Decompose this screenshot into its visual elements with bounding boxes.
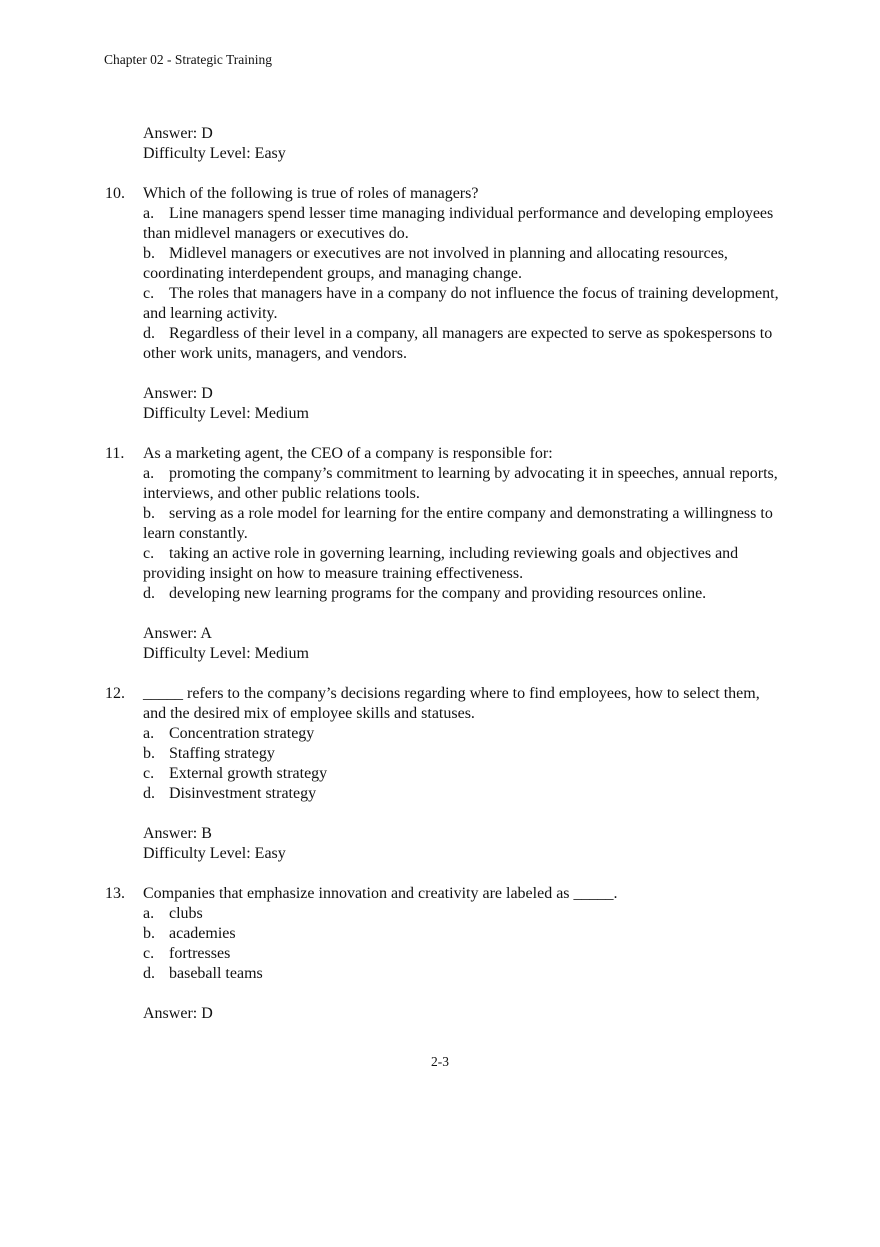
question-number: 10.	[105, 185, 125, 202]
option-letter: d.	[143, 965, 155, 982]
option-text: Concentration strategy	[169, 725, 315, 742]
question-12	[105, 684, 785, 864]
option-letter: b.	[143, 505, 155, 522]
option-text: developing new learning programs for the company and providing resources online.	[169, 585, 707, 602]
option-a	[143, 904, 785, 924]
question-body	[143, 184, 785, 424]
option-b	[143, 744, 785, 764]
difficulty-text: Difficulty Level: Medium	[143, 405, 309, 422]
question-body	[143, 884, 785, 1024]
question-number: 11.	[105, 445, 125, 462]
answer-block	[143, 624, 785, 664]
option-letter: b.	[143, 925, 155, 942]
option-text: External growth strategy	[169, 765, 328, 782]
question-stem: As a marketing agent, the CEO of a company is responsible for:	[143, 445, 553, 462]
question-10	[105, 184, 785, 424]
option-text: taking an active role in governing learning, including reviewing goals and objectives and providing insight on how to measure training effectiveness.	[143, 545, 739, 582]
option-b	[143, 504, 785, 544]
option-c	[143, 544, 785, 584]
option-d	[143, 584, 785, 604]
option-text: Regardless of their level in a company, all managers are expected to serve as spokespersons to other work units, managers, and vendors.	[143, 325, 773, 362]
option-letter: a.	[143, 905, 155, 922]
option-text: clubs	[169, 905, 203, 922]
question-number: 13.	[105, 885, 125, 902]
option-c	[143, 764, 785, 784]
option-a	[143, 724, 785, 744]
difficulty-text: Difficulty Level: Medium	[143, 645, 309, 662]
page-header: Chapter 02 - Strategic Training	[104, 52, 272, 67]
answer-block	[143, 384, 785, 424]
difficulty-text: Difficulty Level: Easy	[143, 145, 286, 162]
option-text: Midlevel managers or executives are not involved in planning and allocating resources, coordinating interdependent groups, and managing change.	[143, 245, 728, 282]
option-letter: c.	[143, 945, 155, 962]
option-letter: a.	[143, 205, 155, 222]
page-number: 2-3	[431, 1054, 449, 1069]
question-13	[105, 884, 785, 1024]
option-letter: b.	[143, 745, 155, 762]
question-number: 12.	[105, 685, 125, 702]
option-c	[143, 944, 785, 964]
question-stem: Which of the following is true of roles of managers?	[143, 185, 479, 202]
option-letter: d.	[143, 785, 155, 802]
option-text: Staffing strategy	[169, 745, 275, 762]
option-text: serving as a role model for learning for the entire company and demonstrating a willingness to learn constantly.	[143, 505, 773, 542]
question-stem: Companies that emphasize innovation and creativity are labeled as _____.	[143, 885, 618, 902]
answer-block	[143, 1004, 785, 1024]
option-text: Line managers spend lesser time managing individual performance and developing employees than midlevel managers or executives do.	[143, 205, 774, 242]
option-text: fortresses	[169, 945, 231, 962]
answer-text: Answer: D	[143, 385, 213, 402]
answer-text: Answer: A	[143, 625, 212, 642]
previous-answer-block	[105, 124, 785, 164]
answer-text: Answer: D	[143, 1005, 213, 1022]
option-text: Disinvestment strategy	[169, 785, 317, 802]
option-letter: c.	[143, 545, 155, 562]
option-letter: a.	[143, 465, 155, 482]
answer-text: Answer: D	[143, 125, 213, 142]
option-b	[143, 244, 785, 284]
question-11	[105, 444, 785, 664]
option-text: baseball teams	[169, 965, 263, 982]
option-letter: c.	[143, 765, 155, 782]
option-c	[143, 284, 785, 324]
option-text: promoting the company’s commitment to learning by advocating it in speeches, annual reports, interviews, and other public relations tools.	[143, 465, 778, 502]
question-body	[143, 684, 785, 864]
option-b	[143, 924, 785, 944]
option-letter: a.	[143, 725, 155, 742]
option-d	[143, 784, 785, 804]
answer-block	[143, 824, 785, 864]
option-letter: b.	[143, 245, 155, 262]
option-text: academies	[169, 925, 236, 942]
option-a	[143, 204, 785, 244]
option-letter: d.	[143, 325, 155, 342]
question-stem: _____ refers to the company’s decisions regarding where to find employees, how to select them, and the desired mix of employee skills and statuses.	[143, 685, 760, 722]
question-body	[143, 444, 785, 664]
option-text: The roles that managers have in a company do not influence the focus of training development, and learning activity.	[143, 285, 779, 322]
difficulty-text: Difficulty Level: Easy	[143, 845, 286, 862]
document-body	[105, 124, 785, 1024]
option-a	[143, 464, 785, 504]
answer-text: Answer: B	[143, 825, 212, 842]
option-letter: c.	[143, 285, 155, 302]
option-d	[143, 964, 785, 984]
option-letter: d.	[143, 585, 155, 602]
option-d	[143, 324, 785, 364]
